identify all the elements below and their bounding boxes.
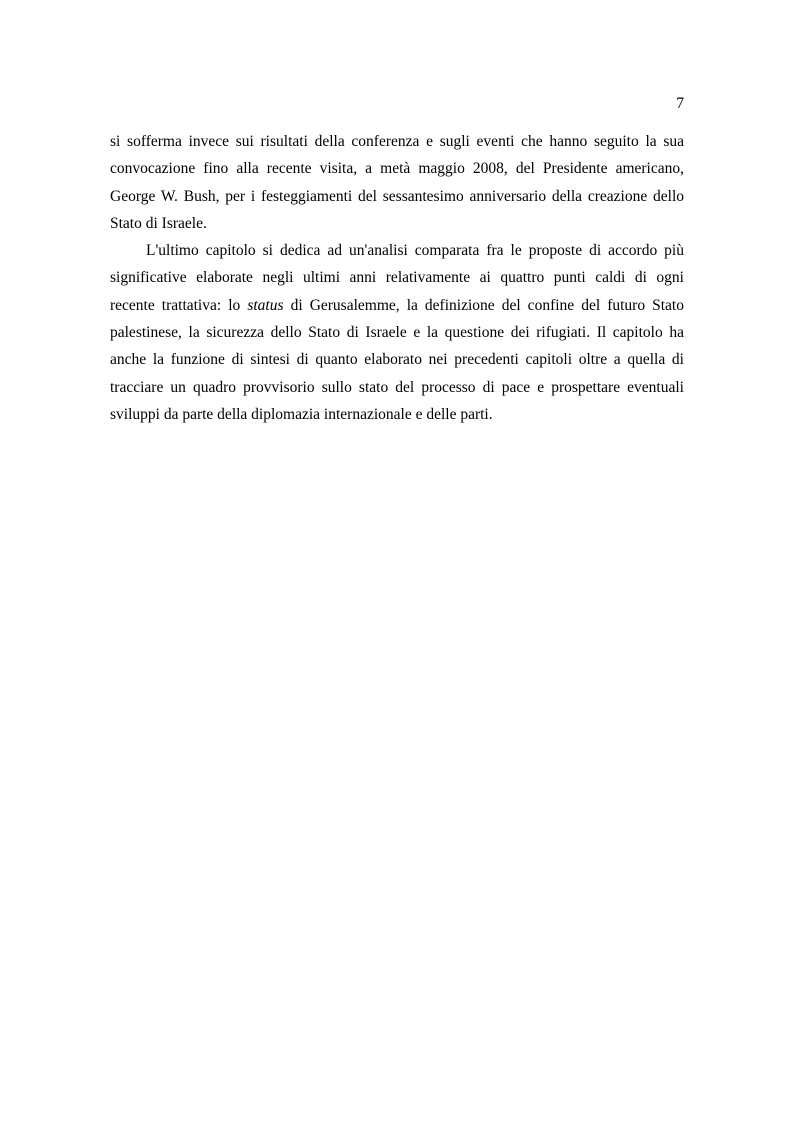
text-line: sviluppi da parte della diplomazia internazionale e delle parti. bbox=[110, 405, 493, 423]
text-line: anche la funzione di sintesi di quanto elaborato nei precedenti capitoli oltre a quella di bbox=[110, 351, 684, 369]
text-line: significative elaborate negli ultimi anni relativamente ai quattro punti caldi di ogni bbox=[110, 269, 684, 287]
text-line-with-italic bbox=[110, 292, 684, 319]
text-line: Stato di Israele. bbox=[110, 214, 207, 232]
italic-term: status bbox=[247, 296, 284, 314]
text-line: tracciare un quadro provvisorio sullo stato del processo di pace e prospettare eventuali bbox=[110, 378, 684, 396]
text-span: recente trattativa: lo bbox=[110, 296, 248, 314]
paragraph-1 bbox=[110, 128, 684, 237]
paragraph-2 bbox=[110, 237, 684, 428]
text-line: palestinese, la sicurezza dello Stato di Israele e la questione dei rifugiati. Il capitolo ha bbox=[110, 324, 684, 342]
page-number: 7 bbox=[676, 95, 684, 112]
text-line: convocazione fino alla recente visita, a metà maggio 2008, del Presidente americano, bbox=[110, 160, 684, 178]
text-line: L'ultimo capitolo si dedica ad un'analisi comparata fra le proposte di accordo più bbox=[146, 242, 684, 260]
text-line: George W. Bush, per i festeggiamenti del sessantesimo anniversario della creazione dello bbox=[110, 187, 684, 205]
body-text bbox=[110, 128, 684, 428]
text-line: si sofferma invece sui risultati della conferenza e sugli eventi che hanno seguito la sua bbox=[110, 133, 684, 150]
text-span: di Gerusalemme, la definizione del confine del futuro Stato bbox=[283, 296, 684, 314]
